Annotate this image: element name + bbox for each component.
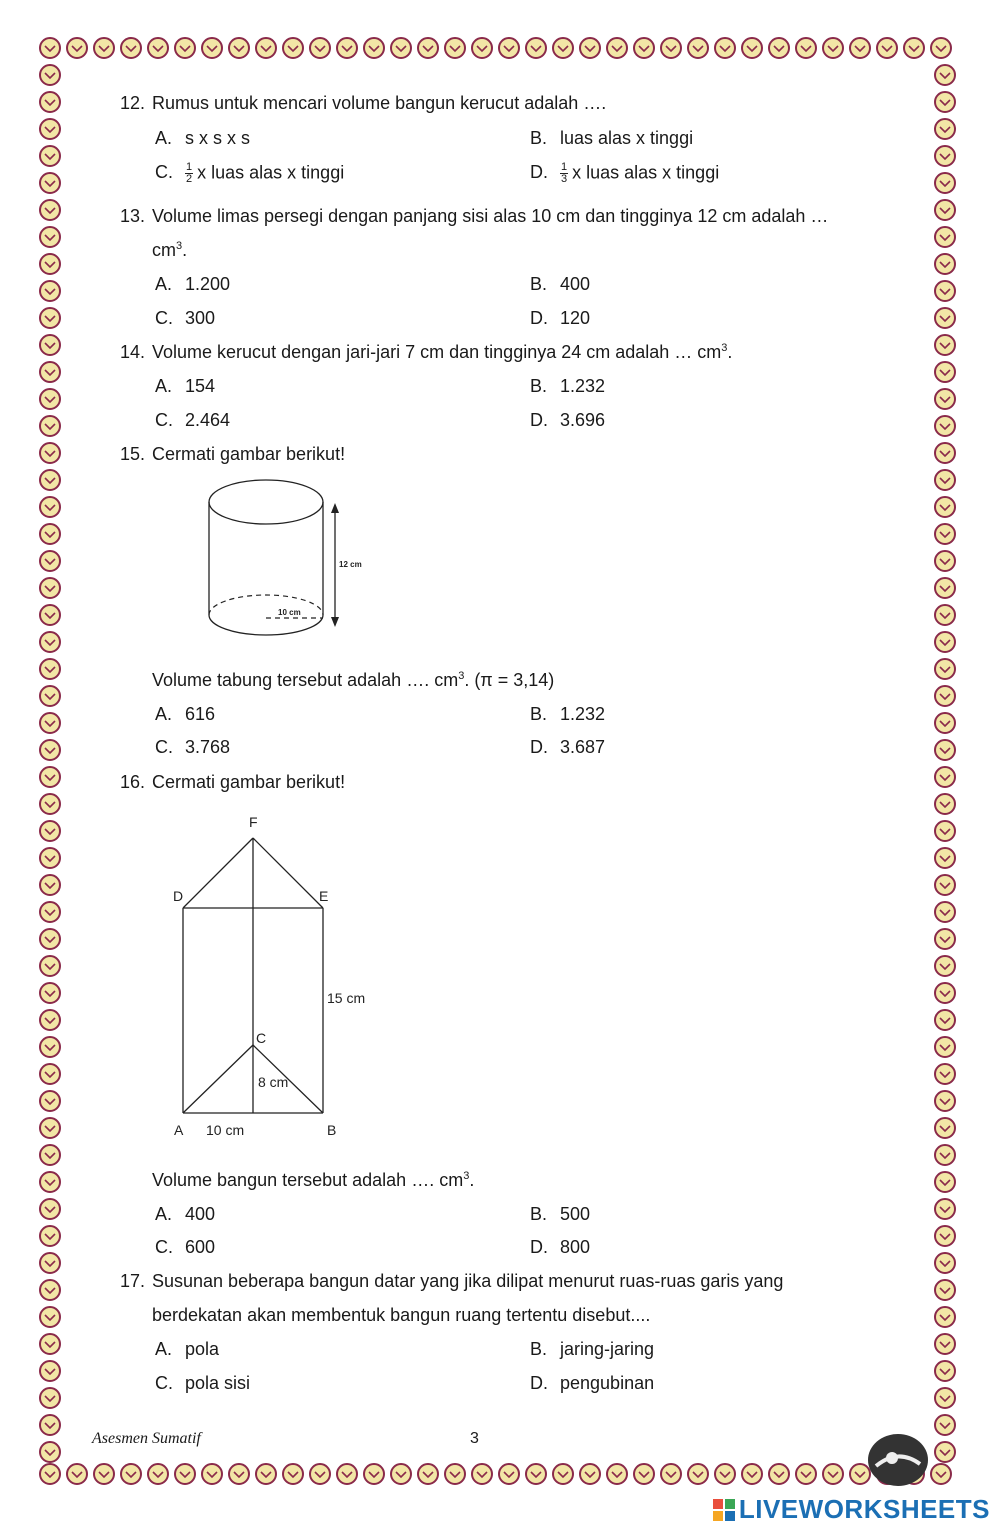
clock-icon — [40, 767, 60, 787]
clock-icon — [935, 1253, 955, 1273]
q15-option-d[interactable]: D. 3.687 — [530, 737, 606, 757]
clock-icon — [40, 524, 60, 544]
clock-icon — [553, 1464, 573, 1484]
clock-icon — [935, 659, 955, 679]
clock-icon — [935, 767, 955, 787]
clock-icon — [553, 38, 573, 58]
clock-icon — [850, 38, 870, 58]
clock-icon — [796, 38, 816, 58]
clock-icon — [40, 1280, 60, 1300]
footer-title: Asesmen Sumatif — [92, 1430, 201, 1447]
clock-icon — [935, 335, 955, 355]
clock-icon — [40, 416, 60, 436]
clock-icon — [40, 1361, 60, 1381]
clock-icon — [40, 65, 60, 85]
q16-option-d[interactable]: D. 800 — [530, 1237, 591, 1257]
clock-icon — [364, 1464, 384, 1484]
clock-icon — [935, 794, 955, 814]
clock-icon — [935, 1010, 955, 1030]
question-16-prompt: Volume bangun tersebut adalah …. $cm^3$. — [152, 1170, 475, 1190]
clock-icon — [935, 1064, 955, 1084]
clock-icon — [40, 605, 60, 625]
cylinder-radius-label: 10 cm — [278, 608, 301, 617]
clock-icon — [40, 713, 60, 733]
q17-option-d[interactable]: D. pengubinan — [530, 1373, 655, 1393]
clock-icon — [935, 686, 955, 706]
clock-icon — [229, 1464, 249, 1484]
clock-icon — [661, 38, 681, 58]
clock-icon — [935, 281, 955, 301]
clock-icon — [935, 1361, 955, 1381]
q12-option-a[interactable]: A. s x s x s — [155, 128, 251, 148]
clock-icon — [337, 38, 357, 58]
clock-icon — [935, 173, 955, 193]
question-17-cont: berdekatan akan membentuk bangun ruang tertentu disebut.... — [152, 1305, 651, 1325]
clock-icon — [40, 875, 60, 895]
clock-icon — [40, 389, 60, 409]
clock-icon — [580, 38, 600, 58]
clock-icon — [935, 1172, 955, 1192]
clock-icon — [67, 38, 87, 58]
clock-icon — [391, 38, 411, 58]
vertex-c-label: C — [256, 1030, 267, 1046]
clock-icon — [121, 38, 141, 58]
clock-icon — [935, 1091, 955, 1111]
clock-icon — [526, 1464, 546, 1484]
clock-icon — [935, 632, 955, 652]
clock-icon — [931, 1464, 951, 1484]
clock-icon — [40, 173, 60, 193]
clock-icon — [935, 605, 955, 625]
clock-icon — [40, 983, 60, 1003]
clock-icon — [40, 146, 60, 166]
clock-icon — [688, 1464, 708, 1484]
clock-icon — [526, 38, 546, 58]
clock-icon — [935, 146, 955, 166]
clock-icon — [40, 659, 60, 679]
clock-icon — [40, 470, 60, 490]
clock-icon — [40, 848, 60, 868]
clock-icon — [935, 65, 955, 85]
corner-logo-icon — [862, 1430, 932, 1490]
clock-icon — [283, 1464, 303, 1484]
clock-icon — [40, 1172, 60, 1192]
vertex-a-label: A — [174, 1122, 184, 1138]
clock-icon — [935, 470, 955, 490]
clock-icon — [877, 38, 897, 58]
question-15-prompt: Volume tabung tersebut adalah …. $cm^3$. (π = 3,14) — [152, 670, 555, 690]
clock-icon — [40, 308, 60, 328]
clock-icon — [472, 38, 492, 58]
clock-icon — [935, 1145, 955, 1165]
clock-icon — [935, 119, 955, 139]
clock-icon — [472, 1464, 492, 1484]
q12-option-b[interactable]: B. luas alas x tinggi — [530, 128, 694, 148]
clock-icon — [935, 1415, 955, 1435]
q15-option-c[interactable]: C. 3.768 — [155, 737, 231, 757]
cylinder-height-label: 12 cm — [339, 560, 362, 569]
clock-icon — [445, 1464, 465, 1484]
q14-option-a[interactable]: A. 154 — [155, 376, 216, 396]
clock-icon — [742, 1464, 762, 1484]
clock-icon — [40, 497, 60, 517]
vertex-e-label: E — [319, 888, 329, 904]
q16-option-b[interactable]: B. 500 — [530, 1204, 591, 1224]
clock-icon — [148, 1464, 168, 1484]
liveworksheets-logo-icon — [713, 1499, 735, 1521]
clock-icon — [935, 308, 955, 328]
clock-icon — [634, 1464, 654, 1484]
q17-option-c[interactable]: C. pola sisi — [155, 1373, 251, 1393]
clock-icon — [40, 1415, 60, 1435]
q12-option-d[interactable]: D. $\frac{1}{3}$ x luas alas x tinggi — [530, 161, 720, 185]
clock-icon — [229, 38, 249, 58]
clock-icon — [337, 1464, 357, 1484]
question-14: 14. Volume kerucut dengan jari-jari 7 cm dan tingginya 24 cm adalah … $cm^3$. — [120, 342, 733, 362]
q15-option-a[interactable]: A. 616 — [155, 704, 216, 724]
clock-icon — [40, 1118, 60, 1138]
clock-icon — [935, 1388, 955, 1408]
clock-icon — [94, 38, 114, 58]
clock-icon — [40, 1226, 60, 1246]
clock-icon — [935, 875, 955, 895]
clock-icon — [935, 902, 955, 922]
vertex-b-label: B — [327, 1122, 337, 1138]
q14-option-c[interactable]: C. 2.464 — [155, 410, 231, 430]
clock-icon — [40, 254, 60, 274]
clock-icon — [175, 38, 195, 58]
question-12: 12. Rumus untuk mencari volume bangun kerucut adalah …. — [120, 93, 607, 113]
liveworksheets-watermark[interactable]: LIVEWORKSHEETS — [713, 1494, 990, 1525]
vertex-f-label: F — [249, 814, 258, 830]
clock-icon — [40, 821, 60, 841]
q12-option-c[interactable]: C. $\frac{1}{2}$ x luas alas x tinggi — [155, 161, 345, 185]
clock-icon — [40, 200, 60, 220]
q13-option-a[interactable]: A. 1.200 — [155, 274, 231, 294]
clock-icon — [634, 38, 654, 58]
clock-icon — [40, 227, 60, 247]
clock-icon — [935, 740, 955, 760]
triangle-height-label: 8 cm — [258, 1074, 289, 1090]
q17-option-a[interactable]: A. pola — [155, 1339, 220, 1359]
clock-icon — [935, 254, 955, 274]
clock-icon — [823, 38, 843, 58]
clock-icon — [40, 1442, 60, 1462]
clock-icon — [935, 1280, 955, 1300]
clock-icon — [94, 1464, 114, 1484]
clock-icon — [40, 686, 60, 706]
clock-icon — [40, 1199, 60, 1219]
clock-icon — [935, 821, 955, 841]
fraction-half: $\frac{1}{2}$ — [186, 161, 193, 185]
clock-icon — [40, 1145, 60, 1165]
clock-icon — [310, 1464, 330, 1484]
clock-icon — [40, 38, 60, 58]
clock-icon — [364, 38, 384, 58]
clock-icon — [580, 1464, 600, 1484]
q13-option-c[interactable]: C. 300 — [155, 308, 216, 328]
clock-icon — [40, 1010, 60, 1030]
fraction-third: $\frac{1}{3}$ — [561, 161, 568, 185]
clock-icon — [40, 119, 60, 139]
clock-icon — [931, 38, 951, 58]
clock-icon — [445, 38, 465, 58]
clock-icon — [67, 1464, 87, 1484]
q14-option-d[interactable]: D. 3.696 — [530, 410, 606, 430]
clock-icon — [40, 578, 60, 598]
clock-icon — [418, 1464, 438, 1484]
clock-icon — [607, 38, 627, 58]
question-16: 16. Cermati gambar berikut! — [120, 772, 346, 792]
cylinder-figure — [200, 475, 400, 650]
clock-icon — [935, 1442, 955, 1462]
clock-icon — [935, 443, 955, 463]
clock-icon — [40, 335, 60, 355]
clock-icon — [796, 1464, 816, 1484]
clock-icon — [40, 632, 60, 652]
vertex-d-label: D — [173, 888, 184, 904]
clock-icon — [202, 1464, 222, 1484]
clock-icon — [40, 1091, 60, 1111]
clock-icon — [148, 38, 168, 58]
clock-icon — [499, 1464, 519, 1484]
q16-option-a[interactable]: A. 400 — [155, 1204, 216, 1224]
clock-icon — [935, 497, 955, 517]
clock-icon — [935, 1118, 955, 1138]
triangle-base-label: 10 cm — [206, 1122, 245, 1138]
clock-icon — [935, 956, 955, 976]
clock-icon — [40, 443, 60, 463]
clock-icon — [40, 929, 60, 949]
clock-icon — [40, 794, 60, 814]
clock-icon — [742, 38, 762, 58]
clock-icon — [40, 1388, 60, 1408]
clock-icon — [935, 200, 955, 220]
clock-icon — [688, 38, 708, 58]
clock-icon — [935, 551, 955, 571]
clock-icon — [661, 1464, 681, 1484]
clock-icon — [40, 1037, 60, 1057]
clock-icon — [935, 362, 955, 382]
clock-icon — [935, 1226, 955, 1246]
clock-icon — [283, 38, 303, 58]
q16-option-c[interactable]: C. 600 — [155, 1237, 216, 1257]
clock-icon — [175, 1464, 195, 1484]
question-13-cont: $cm^3$. — [152, 240, 188, 260]
q13-option-d[interactable]: D. 120 — [530, 308, 591, 328]
clock-icon — [40, 92, 60, 112]
question-15: 15. Cermati gambar berikut! — [120, 444, 346, 464]
clock-icon — [40, 1064, 60, 1084]
q17-option-b[interactable]: B. jaring-jaring — [530, 1339, 655, 1359]
clock-icon — [40, 956, 60, 976]
clock-icon — [935, 1307, 955, 1327]
clock-icon — [715, 1464, 735, 1484]
clock-icon — [256, 1464, 276, 1484]
clock-icon — [40, 1464, 60, 1484]
clock-icon — [418, 38, 438, 58]
clock-icon — [904, 38, 924, 58]
clock-icon — [40, 551, 60, 571]
clock-icon — [935, 92, 955, 112]
clock-icon — [935, 227, 955, 247]
question-17: 17. Susunan beberapa bangun datar yang jika dilipat menurut ruas-ruas garis yang — [120, 1271, 784, 1291]
clock-icon — [935, 1199, 955, 1219]
clock-icon — [40, 902, 60, 922]
q15-option-b[interactable]: B. 1.232 — [530, 704, 606, 724]
clock-icon — [935, 1037, 955, 1057]
clock-icon — [40, 362, 60, 382]
clock-icon — [823, 1464, 843, 1484]
clock-icon — [935, 929, 955, 949]
clock-icon — [310, 38, 330, 58]
clock-icon — [391, 1464, 411, 1484]
clock-icon — [40, 281, 60, 301]
question-13: 13. Volume limas persegi dengan panjang sisi alas 10 cm dan tingginya 12 cm adalah … — [120, 206, 829, 226]
clock-icon — [935, 524, 955, 544]
page-number: 3 — [470, 1430, 479, 1447]
clock-icon — [715, 38, 735, 58]
clock-icon — [935, 713, 955, 733]
clock-icon — [607, 1464, 627, 1484]
clock-icon — [202, 38, 222, 58]
clock-icon — [935, 578, 955, 598]
prism-length-label: 15 cm — [327, 990, 366, 1006]
clock-icon — [121, 1464, 141, 1484]
clock-icon — [499, 38, 519, 58]
clock-icon — [40, 1334, 60, 1354]
q14-option-b[interactable]: B. 1.232 — [530, 376, 606, 396]
clock-icon — [40, 740, 60, 760]
clock-icon — [935, 389, 955, 409]
clock-icon — [935, 983, 955, 1003]
clock-icon — [935, 848, 955, 868]
clock-icon — [40, 1253, 60, 1273]
clock-icon — [769, 1464, 789, 1484]
q13-option-b[interactable]: B. 400 — [530, 274, 591, 294]
clock-icon — [935, 416, 955, 436]
clock-icon — [935, 1334, 955, 1354]
clock-icon — [769, 38, 789, 58]
prism-figure — [165, 805, 395, 1150]
clock-icon — [256, 38, 276, 58]
clock-icon — [40, 1307, 60, 1327]
